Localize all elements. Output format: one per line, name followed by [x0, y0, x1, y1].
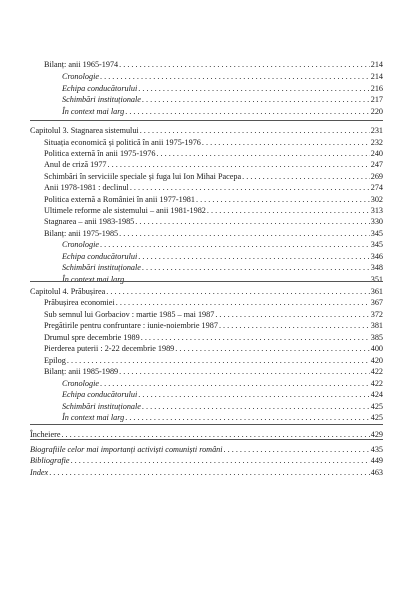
toc-leader-dots	[219, 321, 370, 331]
toc-leader-dots	[116, 298, 370, 308]
toc-entry-title: Echipa conducătorului	[62, 84, 138, 93]
toc-entry-title: Bilanț: anii 1975-1985	[44, 229, 119, 238]
toc-entry	[30, 445, 383, 455]
toc-entry-page-number: 313	[370, 206, 383, 215]
toc-entry-title: Pierderea puterii : 2-22 decembrie 1989	[44, 344, 175, 353]
toc-entry-page-number: 348	[370, 263, 383, 272]
toc-leader-dots	[196, 195, 370, 205]
toc-entry-page-number: 220	[370, 107, 383, 116]
toc-leader-dots	[207, 206, 370, 216]
toc-entry	[62, 390, 383, 400]
toc-entry	[44, 138, 383, 148]
toc-leader-dots	[140, 126, 370, 136]
toc-entry-page-number: 463	[370, 468, 383, 477]
toc-entry-page-number: 435	[370, 445, 383, 454]
toc-leader-dots	[119, 229, 370, 239]
toc-entry	[62, 402, 383, 412]
toc-entry-page-number: 425	[370, 413, 383, 422]
section-divider	[30, 439, 383, 440]
toc-entry	[62, 413, 383, 423]
toc-entry	[44, 195, 383, 205]
section-divider	[30, 120, 383, 121]
toc-entry-page-number: 361	[370, 287, 383, 296]
toc-entry	[44, 344, 383, 354]
toc-entry-page-number: 330	[370, 217, 383, 226]
toc-leader-dots	[71, 456, 370, 466]
toc-entry-page-number: 346	[370, 252, 383, 261]
toc-leader-dots	[142, 95, 370, 105]
toc-leader-dots	[142, 263, 370, 273]
toc-entry	[44, 160, 383, 170]
toc-entry-page-number: 214	[370, 60, 383, 69]
toc-entry-title: Situația economică și politică în anii 1975-1976	[44, 138, 201, 147]
toc-leader-dots	[215, 310, 369, 320]
toc-entry	[62, 379, 383, 389]
toc-leader-dots	[108, 160, 370, 170]
toc-entry-page-number: 232	[370, 138, 383, 147]
toc-leader-dots	[202, 138, 370, 148]
toc-entry-page-number: 345	[370, 229, 383, 238]
toc-entry	[44, 356, 383, 366]
toc-leader-dots	[119, 367, 370, 377]
toc-entry	[62, 95, 383, 105]
toc-entry-page-number: 422	[370, 367, 383, 376]
toc-leader-dots	[130, 183, 370, 193]
toc-entry-title: Stagnarea – anii 1983-1985	[44, 217, 135, 226]
toc-entry-page-number: 351	[370, 275, 383, 284]
toc-entry-page-number: 269	[370, 172, 383, 181]
toc-leader-dots	[135, 217, 369, 227]
toc-entry-page-number: 381	[370, 321, 383, 330]
toc-entry-title: Capitolul 3. Stagnarea sistemului	[30, 126, 139, 135]
toc-leader-dots	[224, 445, 370, 455]
toc-entry-page-number: 240	[370, 149, 383, 158]
toc-entry-page-number: 302	[370, 195, 383, 204]
toc-leader-dots	[242, 172, 370, 182]
toc-entry-title: Sub semnul lui Gorbaciov : martie 1985 – mai 1987	[44, 310, 215, 319]
toc-entry-title: Încheiere	[30, 430, 61, 439]
toc-leader-dots	[100, 379, 370, 389]
toc-entry	[44, 321, 383, 331]
toc-leader-dots	[49, 468, 370, 478]
toc-leader-dots	[142, 402, 370, 412]
toc-entry-title: Bibliografie	[30, 456, 70, 465]
toc-entry-page-number: 367	[370, 298, 383, 307]
toc-entry	[62, 263, 383, 273]
toc-entry-title: Ultimele reforme ale sistemului – anii 1981-1982	[44, 206, 206, 215]
section-divider	[30, 424, 383, 425]
toc-leader-dots	[138, 84, 369, 94]
toc-entry	[44, 206, 383, 216]
toc-entry-page-number: 385	[370, 333, 383, 342]
toc-entry-title: Biografiile celor mai importanți activiști comuniști români	[30, 445, 223, 454]
toc-entry-page-number: 422	[370, 379, 383, 388]
toc-entry-title: Pregătirile pentru confruntare : iunie-noiembrie 1987	[44, 321, 218, 330]
toc-entry-page-number: 449	[370, 456, 383, 465]
toc-entry-page-number: 345	[370, 240, 383, 249]
toc-entry-title: Capitolul 4. Prăbușirea	[30, 287, 106, 296]
toc-entry-title: Drumul spre decembrie 1989	[44, 333, 140, 342]
toc-entry	[44, 60, 383, 70]
toc-entry-title: Schimbări instituționale	[62, 263, 141, 272]
toc-entry	[44, 183, 383, 193]
toc-entry	[44, 367, 383, 377]
toc-leader-dots	[125, 107, 369, 117]
toc-entry	[44, 298, 383, 308]
toc-entry-title: Index	[30, 468, 49, 477]
toc-leader-dots	[156, 149, 369, 159]
toc-entry	[62, 275, 383, 285]
toc-entry	[30, 287, 383, 297]
toc-entry	[62, 72, 383, 82]
toc-entry-title: Politica externă a României în anii 1977-1981	[44, 195, 195, 204]
toc-entry-title: Epilog	[44, 356, 66, 365]
toc-leader-dots	[125, 413, 369, 423]
toc-entry	[44, 310, 383, 320]
toc-entry-title: Bilanț: anii 1965-1974	[44, 60, 119, 69]
toc-leader-dots	[125, 275, 369, 285]
toc-leader-dots	[119, 60, 370, 70]
toc-leader-dots	[138, 390, 369, 400]
toc-entry	[62, 252, 383, 262]
toc-entry-title: În context mai larg	[62, 107, 125, 116]
toc-entry-page-number: 216	[370, 84, 383, 93]
toc-entry	[62, 240, 383, 250]
toc-entry	[44, 172, 383, 182]
toc-entry-title: Schimbări instituționale	[62, 95, 141, 104]
toc-entry	[44, 217, 383, 227]
section-divider	[30, 281, 383, 282]
toc-entry-title: Anii 1978-1981 : declinul	[44, 183, 129, 192]
toc-entry-title: Cronologie	[62, 72, 99, 81]
toc-leader-dots	[67, 356, 370, 366]
toc-entry	[44, 149, 383, 159]
toc-entry-title: Anul de criză 1977	[44, 160, 107, 169]
toc-entry-page-number: 214	[370, 72, 383, 81]
toc-leader-dots	[106, 287, 369, 297]
toc-leader-dots	[138, 252, 369, 262]
toc-entry-title: În context mai larg	[62, 275, 125, 284]
toc-entry	[62, 107, 383, 117]
toc-entry-title: În context mai larg	[62, 413, 125, 422]
toc-entry-page-number: 429	[370, 430, 383, 439]
toc-entry	[30, 456, 383, 466]
toc-entry-page-number: 231	[370, 126, 383, 135]
toc-entry-title: Bilanț: anii 1985-1989	[44, 367, 119, 376]
toc-leader-dots	[100, 240, 370, 250]
toc-entry-title: Echipa conducătorului	[62, 390, 138, 399]
toc-entry-title: Prăbușirea economiei	[44, 298, 115, 307]
toc-entry-title: Schimbări instituționale	[62, 402, 141, 411]
toc-entry	[44, 333, 383, 343]
toc-entry	[44, 229, 383, 239]
toc-entry-page-number: 274	[370, 183, 383, 192]
toc-entry-title: Schimbări în serviciile speciale și fuga lui Ion Mihai Pacepa	[44, 172, 242, 181]
toc-entry-title: Echipa conducătorului	[62, 252, 138, 261]
toc-entry-page-number: 420	[370, 356, 383, 365]
toc-leader-dots	[100, 72, 370, 82]
toc-entry-page-number: 247	[370, 160, 383, 169]
toc-entry-page-number: 424	[370, 390, 383, 399]
toc-entry-page-number: 217	[370, 95, 383, 104]
toc-leader-dots	[141, 333, 370, 343]
toc-entry-title: Politica externă în anii 1975-1976	[44, 149, 156, 158]
toc-entry	[62, 84, 383, 94]
toc-entry-title: Cronologie	[62, 240, 99, 249]
toc-entry-page-number: 400	[370, 344, 383, 353]
toc-entry-page-number: 425	[370, 402, 383, 411]
toc-entry	[30, 468, 383, 478]
toc-entry-title: Cronologie	[62, 379, 99, 388]
toc-entry	[30, 126, 383, 136]
toc-leader-dots	[175, 344, 369, 354]
toc-entry-page-number: 372	[370, 310, 383, 319]
